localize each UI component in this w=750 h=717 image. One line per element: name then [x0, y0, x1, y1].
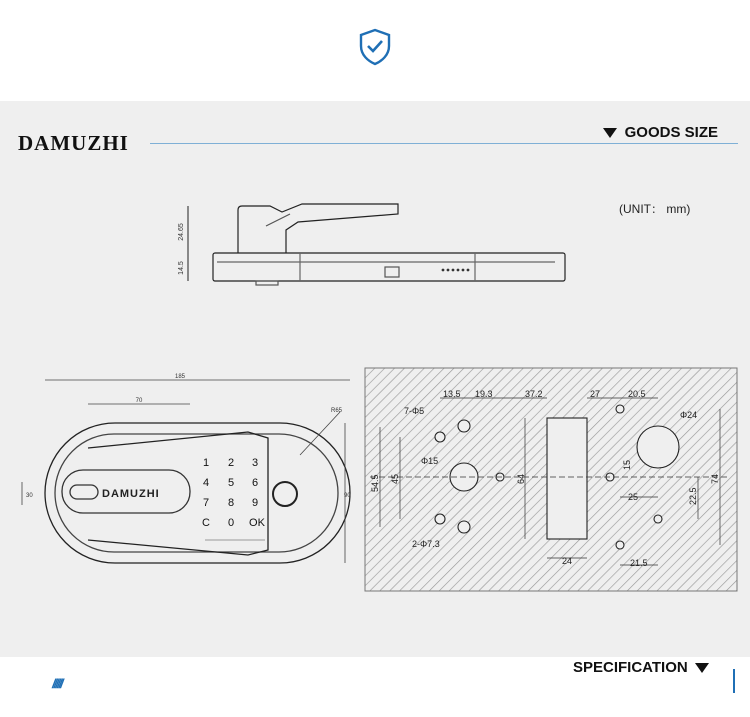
key-2: 2: [227, 457, 235, 469]
hole-dim-2: 19.3: [475, 389, 493, 399]
side-dim-bottom: 14.5: [178, 261, 185, 275]
hole-label-45: 45: [390, 473, 400, 484]
stripes-decoration: //////: [52, 676, 62, 691]
front-dim-height: 90: [344, 493, 351, 499]
specification-label: SPECIFICATION: [573, 659, 688, 676]
unit-note: (UNIT： mm): [619, 202, 691, 216]
hole-label-25: 25: [628, 492, 639, 502]
key-5: 5: [227, 477, 235, 489]
side-view-dots: [442, 269, 470, 272]
front-dim-total: 185: [174, 374, 186, 380]
front-logo-text: DAMUZHI: [102, 488, 160, 500]
front-dim-inner: 70: [135, 398, 143, 404]
key-6: 6: [251, 477, 259, 489]
accent-bar: [733, 669, 735, 693]
key-3: 3: [251, 457, 259, 469]
front-view: [22, 380, 350, 563]
keypad: [202, 457, 266, 529]
front-dim-handle: 30: [26, 493, 33, 499]
hole-label-74: 74: [710, 473, 720, 484]
hole-label-22-5: 22.5: [688, 487, 698, 505]
hole-label-15: Φ15: [421, 456, 439, 466]
side-view: [188, 204, 565, 285]
key-7: 7: [202, 497, 210, 509]
key-c: C: [202, 517, 210, 529]
key-8: 8: [227, 497, 235, 509]
goods-size-label: GOODS SIZE: [624, 124, 718, 141]
specification-heading: [573, 659, 709, 676]
hole-label-24: 24: [562, 556, 573, 566]
hole-label-15b: 15: [622, 459, 632, 470]
key-ok: OK: [249, 517, 265, 529]
hole-label-2-7-3: 2-Φ7.3: [412, 539, 440, 549]
key-4: 4: [202, 477, 210, 489]
side-dim-top: 24.65: [178, 223, 185, 241]
hole-label-7-5: 7-Φ5: [404, 406, 425, 416]
key-1: 1: [202, 457, 210, 469]
hole-dim-5: 20.5: [628, 389, 646, 399]
hole-label-24-dia: Φ24: [680, 410, 698, 420]
hole-label-21-5: 21.5: [630, 558, 648, 568]
hole-dim-3: 37.2: [525, 389, 543, 399]
hole-dim-4: 27: [590, 389, 601, 399]
triangle-down-icon: [695, 663, 709, 673]
hole-label-64: 64: [516, 473, 526, 484]
key-9: 9: [251, 497, 259, 509]
front-dim-radius: R65: [331, 408, 343, 414]
mounting-hole-diagram: [365, 368, 737, 591]
hole-dim-1: 13.5: [443, 389, 461, 399]
brand-logo: DAMUZHI: [18, 131, 129, 155]
key-0: 0: [227, 517, 235, 529]
hole-label-54-5: 54.5: [370, 474, 380, 492]
